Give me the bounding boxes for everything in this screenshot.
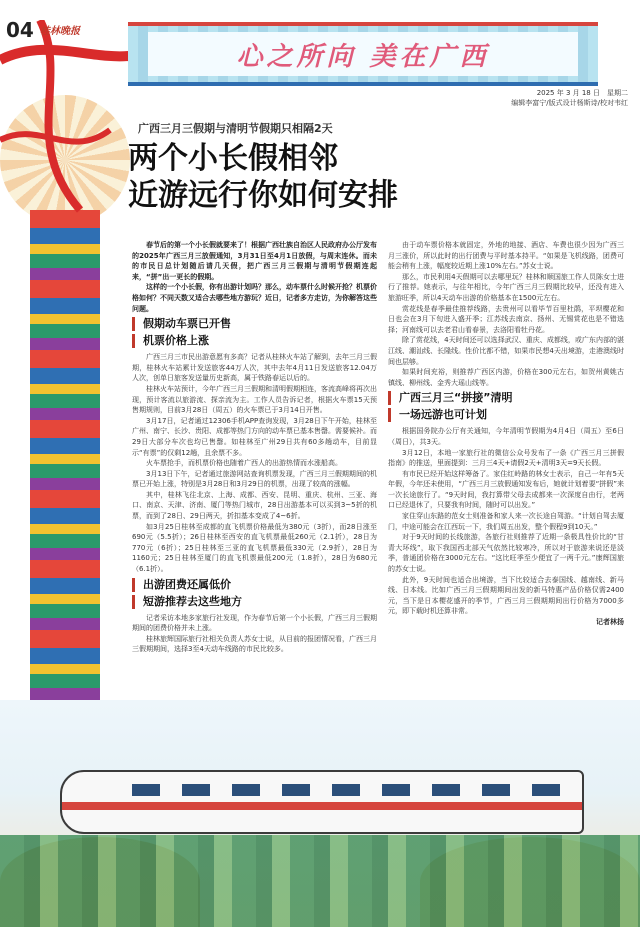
body-paragraph: 那么，市民利用4天假期可以去哪里玩？桂林和顺国旅工作人员陈女士进行了推荐。她表示，与往年相比，今年广西三月三假期比较早，还没有进入旅游旺季，所以4天动车出游的价格基本在1500元左右。 (388, 272, 624, 302)
body-paragraph: 桂林火车站预计，今年广西三月三假期和清明假期相连，客流高峰将再次出现，预计客流以旅游流、探亲流为主。工作人员告诉记者，根据火车票15天预售期规则，目前3月28日（周五）的火车票已于3月14日开售。 (132, 384, 377, 415)
paper-name: 桂林晚报 (40, 26, 80, 37)
article-column-left (132, 240, 377, 690)
body-paragraph: 如果时间充裕，则推荐广西区内游，价格在300元左右，如贺州黄姚古镇线、柳州线、金秀大瑶山线等。 (388, 368, 624, 387)
intro-paragraph: 春节后的第一个小长假就要来了！根据广西壮族自治区人民政府办公厅发布的2025年广西三月三放假通知，3月31日至4月1日放假，与周末连休。而未的市民日总计划随后请几天假，把广西三月三假期与清明节假期连起来，“拼”出一更长的假期。 (132, 241, 377, 281)
body-paragraph: 3月12日，本地一家旅行社的微信公众号发布了一条《广西三月三拼假指南》的推送，里面提到：三月三4天+请假2天+清明3天=9天长假。 (388, 448, 624, 468)
article-column-right (388, 240, 624, 690)
body-paragraph: 对于9天时间的长线旅游，各旅行社则推荐了近期一条极具性价比的“甘青大环线”，取下我国西北部天气依然比较寒冷，所以对于旅游来说还是淡季，普通团价格在3000元左右。“这比旺季至少便宜了一两千元。”康辉国旅的苏女士说。 (388, 533, 624, 574)
body-paragraph: 广西三月三市民出游意愿有多高？记者从桂林火车站了解到，去年三月三假期，桂林火车站累计发送旅客44万人次，其中去年4月11日发送旅客12.04万人次，创单日旅客发送量历史新高，属于铁路春运以后的。 (132, 353, 377, 383)
body-paragraph: 除了赏花线，4天时间还可以选择武汉、重庆、成都线，或广东内部的湛江线、潮汕线、长隆线。性价比都不错，如果市民想4天出境游，走港澳线时间也层够。 (388, 336, 624, 366)
section-heading: 广西三月三“拼接”清明 (388, 391, 624, 405)
body-paragraph: 其中，桂林飞往北京、上海、成都、西安、昆明、重庆、杭州、三亚、海口、南京、天津、济南、厦门等热门城市，28日出游基本可以买到3~5折的机票，而到了28日、29日两天，折扣基本变成了4~6折。 (132, 490, 377, 521)
body-paragraph: 桂林旅辉国际旅行社相关负责人苏女士说，从目前的报团情况看，广西三月三假期期间，选择3至4天动车线路的市民比较多。 (132, 634, 377, 654)
body-paragraph: 由于动车票价格本就固定，外地的地接、酒店、车费也很少因为广西三月三涨价，所以此时的出行团费与平时基本持平。“如果是飞机线路，团费可能会稍有上涨，幅度较近期上涨10%左右。”苏女士说。 (388, 241, 624, 271)
headline-line-2: 近游远行你如何安排 (128, 178, 398, 213)
section-heading: 假期动车票已开售 (132, 317, 377, 331)
body-paragraph: 3月13日下午，记者通过旅游网站查询机票发现，广西三月三假期期间的机票已开始上涨，特别是3月28日和3月29日的机票，出现了较高的涨幅。 (132, 469, 377, 489)
dateline (511, 88, 628, 108)
page-number: 04 (6, 18, 34, 42)
body-paragraph: 有市民已经开始这样筹备了。家住红岭路的林女士表示，自己一年有5天年假，今年还未使用，“广西三月三放假通知发布后，她就计划着要“拼假”来一次长途旅行了。“9天时间，我打算带父母去成都来一次深度自由行，老两口已经退休了，只要我有时间，随时可以出发。” (388, 469, 624, 510)
section-subheading: 短游推荐去这些地方 (132, 595, 377, 609)
body-paragraph: 3月17日，记者通过12306手机APP查询发现，3月28日下午开始，桂林至广州、南宁、长沙、贵阳、成都等热门方向的动车票已基本售罄。需要候补。而29日大部分车次也均已售罄。如桂林至广州29日共有60多趟动车，目前显示“有票”的仅剩12趟，且余票不多。 (132, 416, 377, 457)
intro-paragraph: 这样的一个小长假，你有出游计划吗？那么，动车票什么时候开抢？机票价格如何？不同天数又适合去哪些地方游玩？近日，记者多方走访，为你解答这些问题。 (132, 283, 377, 313)
banner-title: 心之所向 美在广西 (236, 41, 490, 72)
headline-kicker: 广西三月三假期与清明节假期只相隔2天 (138, 122, 333, 135)
section-subheading: 一场远游也可计划 (388, 408, 624, 422)
body-paragraph: 火车票抢手，而机票价格也随着广西人的出游热情而水涨船高。 (146, 459, 342, 468)
body-paragraph: 家住穿山东路的范女士则准备和家人来一次长途自驾游。“计划自驾去厦门，中途可能会在江西玩一下，我们周五出发，整个假程9到10天。” (388, 512, 624, 531)
masthead (0, 0, 640, 110)
editor-credits: 编辑李富宁/版式设计杨斯诗/校对韦红 (511, 99, 628, 107)
body-paragraph: 此外，9天时间也适合出境游，当下比较适合去泰国线、越南线、新马线、日本线。比如广西三月三假期期间出发的新马特惠产品价格仅需2400元，当下是日本樱花盛开的季节，广西三月三假期期间出行价格为7000多元，即下载时机还算非常。 (388, 575, 624, 616)
headline-line-1: 两个小长假相邻 (128, 141, 338, 176)
section-banner (128, 22, 598, 86)
headline (128, 140, 398, 214)
train-illustration (60, 770, 584, 834)
section-subheading: 机票价格上涨 (132, 334, 377, 348)
issue-date: 2025 年 3 月 18 日 星期二 (536, 89, 628, 97)
body-paragraph: 根据国务院办公厅有关通知，今年清明节假期为4月4日（周五）至6日（周日），共3天。 (388, 427, 624, 446)
decorative-ethnic-band (30, 210, 100, 710)
byline: 记者林扬 (596, 618, 624, 626)
body-paragraph: 如3月25日桂林至成都的直飞机票价格最低为380元（3折），而28日涨至690元（5.5折）；26日桂林至西安的直飞机票最低260元（2.1折），28日为770元（6折）；25日桂林至三亚的直飞机票最低330元（2.9折），28日为1160元；25日桂林至厦门的直飞机票最低200元（1.8折），28日为680元（6.1折）。 (132, 522, 377, 574)
body-paragraph: 记者采访本地多家旅行社发现，作为春节后第一个小长假，广西三月三假期期间的团费价格并未上涨。 (132, 613, 377, 633)
decorative-trees (0, 835, 640, 927)
body-paragraph: 赏花线是春季最佳推荐线路，去贵州可以看毕节百里杜鹃，平坝樱花和日也会在3月下旬进入盛开季；江苏线去南京、扬州、无锡赏花也是不错选择；河南线可以去老君山看春景，去洛阳看牡丹花。 (388, 304, 624, 334)
section-heading: 出游团费还属低价 (132, 578, 377, 592)
